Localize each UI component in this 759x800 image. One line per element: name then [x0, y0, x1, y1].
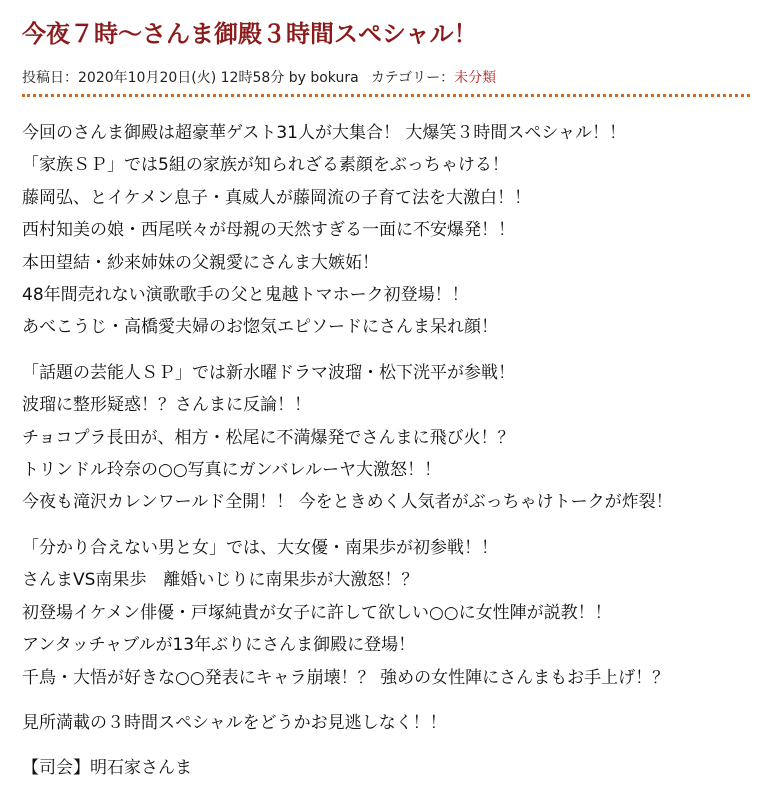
posted-label: 投稿日： [22, 70, 78, 86]
post-body [22, 117, 750, 785]
body-line: 今回のさんま御殿は超豪華ゲスト31人が大集合！ 大爆笑３時間スペシャル！！ [22, 123, 627, 143]
body-line: 「話題の芸能人ＳＰ」では新水曜ドラマ波瑠・松下洸平が参戦！ [22, 362, 515, 383]
paragraph [22, 532, 750, 694]
host-line: 【司会】明石家さんま [22, 758, 192, 779]
paragraph [22, 707, 750, 739]
body-line: 「家族ＳＰ」では5組の家族が知られざる素顔をぶっちゃける！ [22, 155, 509, 176]
body-line: さんまVS南果歩 離婚いじりに南果歩が大激怒！？ [22, 570, 419, 591]
body-line: 本田望結・紗来姉妹の父親愛にさんま大嫉妬！ [22, 252, 379, 273]
body-line: アンタッチャブルが13年ぶりにさんま御殿に登場！ [22, 635, 416, 656]
body-line: 48年間売れない演歌歌手の父と鬼越トマホーク初登場！！ [22, 285, 469, 306]
blog-post [22, 0, 750, 798]
body-line: 今夜も滝沢カレンワールド全開！！ 今をときめく人気者がぶっちゃけトークが炸裂！ [22, 492, 673, 513]
body-line: 千鳥・大悟が好きな○○発表にキャラ崩壊！？ 強めの女性陣にさんまもお手上げ！？ [22, 667, 670, 688]
body-line: 西村知美の娘・西尾咲々が母親の天然すぎる一面に不安爆発！！ [22, 220, 515, 241]
paragraph [22, 752, 750, 784]
body-line: あべこうじ・高橋愛夫婦のお惚気エピソードにさんま呆れ顔！ [22, 317, 498, 338]
body-line: 初登場イケメン俳優・戸塚純貴が女子に許して欲しい○○に女性陣が説教！！ [22, 602, 612, 623]
category-label: カテゴリー： [370, 70, 455, 86]
post-author: bokura [310, 70, 359, 86]
body-line: 見所満載の３時間スペシャルをどうかお見逃しなく！！ [22, 712, 447, 733]
category-link[interactable]: 未分類 [454, 70, 497, 86]
paragraph [22, 117, 750, 344]
post-meta [22, 68, 750, 88]
body-line: 「分かり合えない男と女」では、大女優・南果歩が初参戦！！ [22, 537, 498, 558]
paragraph [22, 357, 750, 519]
body-line: 波瑠に整形疑惑！？さんまに反論！！ [22, 395, 311, 416]
post-title[interactable]: 今夜７時〜さんま御殿３時間スペシャル！ [22, 20, 478, 48]
post-date: 2020年10月20日(火) 12時58分 [78, 70, 285, 86]
title-divider [22, 94, 750, 97]
body-line: 藤岡弘、とイケメン息子・真威人が藤岡流の子育て法を大激白！！ [22, 187, 531, 208]
body-line: トリンドル玲奈の○○写真にガンバレルーヤ大激怒！！ [22, 460, 442, 481]
body-line: チョコプラ長田が、相方・松尾に不満爆発でさんまに飛び火！？ [22, 427, 515, 448]
by-label: by [288, 70, 306, 86]
